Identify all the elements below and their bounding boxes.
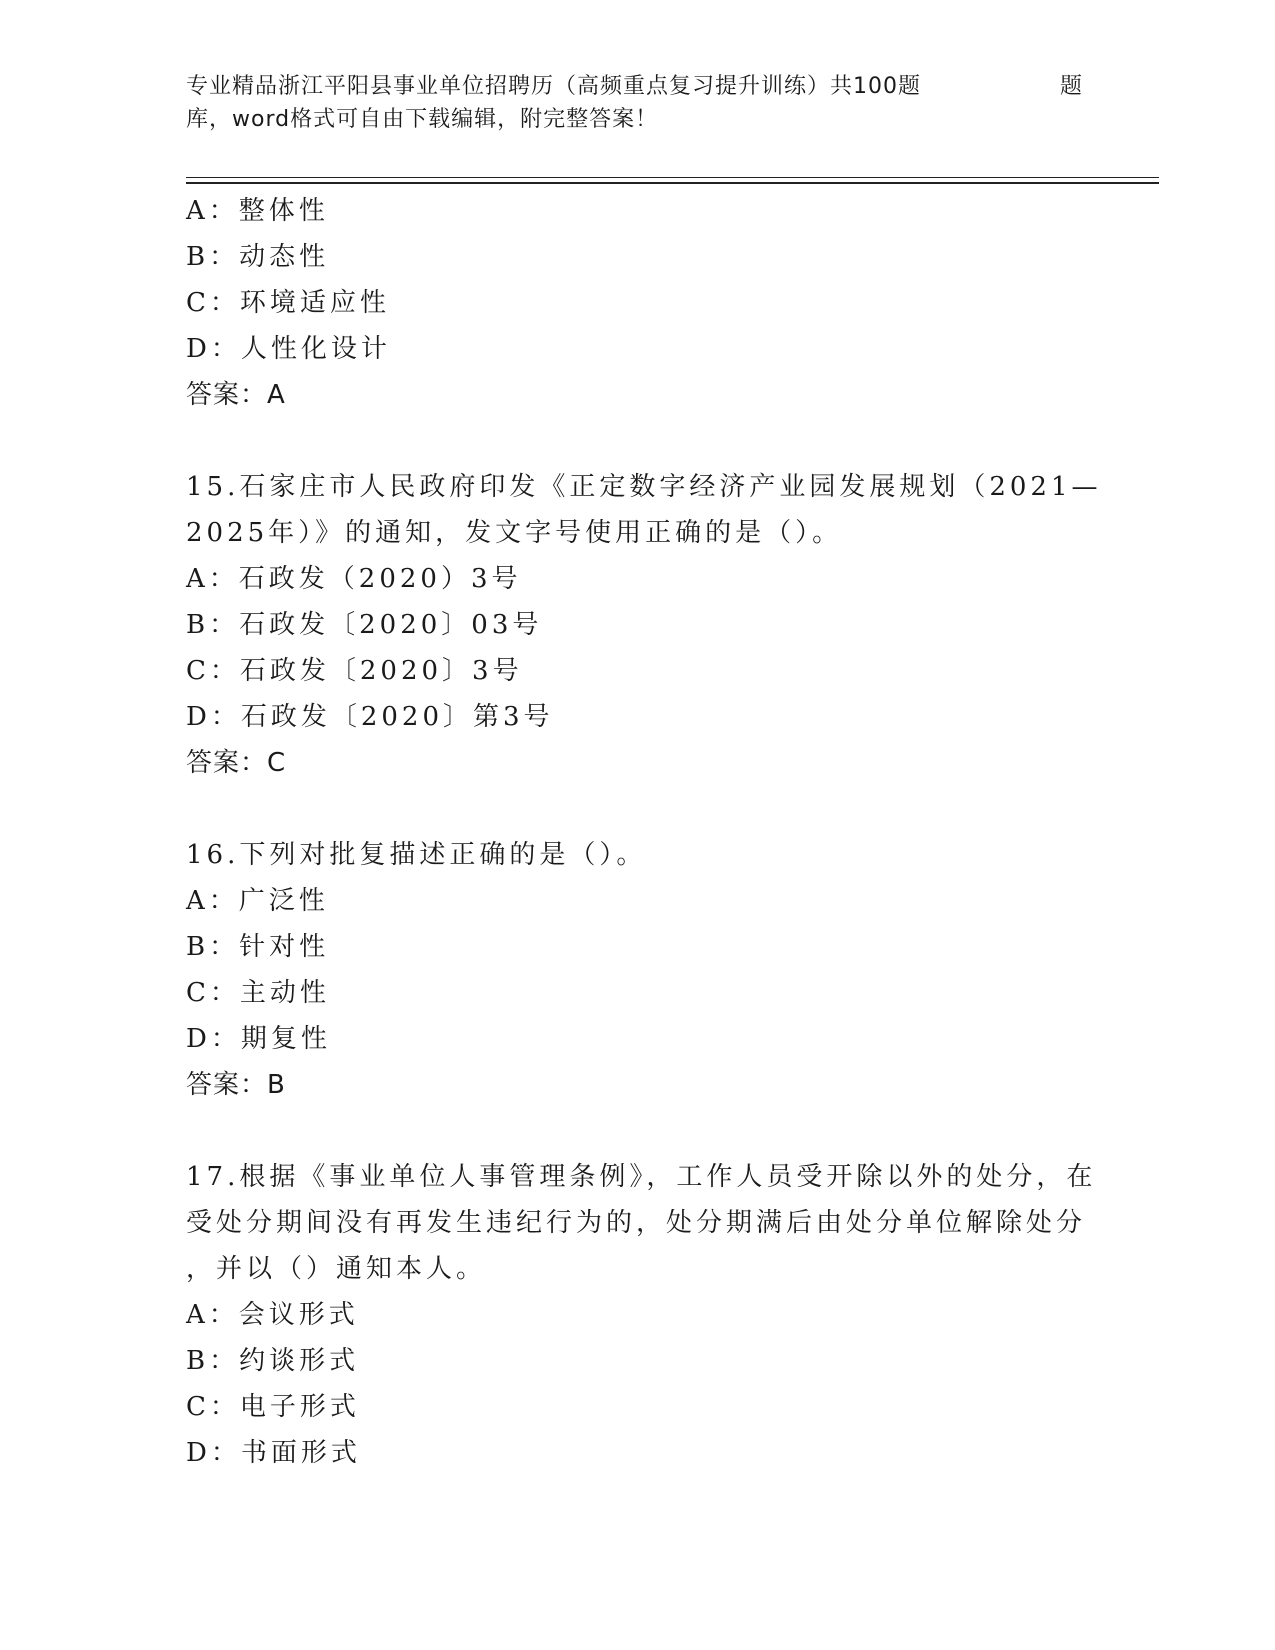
header-line-2: 库，word格式可自由下载编辑，附完整答案！ bbox=[186, 107, 659, 132]
question-14 bbox=[186, 188, 1086, 418]
option-c: C：石政发〔2020〕3号 bbox=[186, 656, 523, 686]
answer: 答案：A bbox=[186, 380, 286, 410]
question-stem-line: ，并以（）通知本人。 bbox=[186, 1254, 487, 1284]
option-d: D：人性化设计 bbox=[186, 334, 391, 364]
option-a: A：会议形式 bbox=[186, 1300, 359, 1330]
question-stem-line: 2025年）》的通知，发文字号使用正确的是（）。 bbox=[186, 518, 843, 548]
option-b: B：针对性 bbox=[186, 932, 330, 962]
question-15 bbox=[186, 464, 1102, 786]
option-b: B：动态性 bbox=[186, 242, 330, 272]
header-divider-thick bbox=[186, 182, 1159, 184]
option-c: C：环境适应性 bbox=[186, 288, 390, 318]
question-stem-line: 受处分期间没有再发生违纪行为的，处分期满后由处分单位解除处分 bbox=[186, 1208, 1087, 1238]
header-title-wrap: 题 bbox=[1060, 74, 1084, 99]
option-a: A：石政发（2020）3号 bbox=[186, 564, 522, 594]
option-d: D：期复性 bbox=[186, 1024, 331, 1054]
option-b: B：约谈形式 bbox=[186, 1346, 360, 1376]
option-c: C：主动性 bbox=[186, 978, 330, 1008]
answer: 答案：B bbox=[186, 1070, 286, 1100]
header-line-1 bbox=[186, 70, 1106, 103]
option-a: A：广泛性 bbox=[186, 886, 329, 916]
question-stem-line: 17.根据《事业单位人事管理条例》，工作人员受开除以外的处分，在 bbox=[186, 1162, 1097, 1192]
spacer bbox=[186, 786, 1086, 832]
spacer bbox=[186, 418, 1086, 464]
option-b: B：石政发〔2020〕03号 bbox=[186, 610, 543, 640]
question-17 bbox=[186, 1154, 1097, 1476]
option-a: A：整体性 bbox=[186, 196, 329, 226]
spacer bbox=[186, 1108, 1086, 1154]
question-16 bbox=[186, 832, 1086, 1108]
header-title-text: 专业精品浙江平阳县事业单位招聘历（高频重点复习提升训练）共100题 bbox=[186, 74, 921, 99]
option-c: C：电子形式 bbox=[186, 1392, 360, 1422]
question-content bbox=[186, 188, 1102, 1476]
document-header bbox=[186, 70, 1106, 136]
question-stem-line: 16.下列对批复描述正确的是（）。 bbox=[186, 840, 647, 870]
option-d: D：书面形式 bbox=[186, 1438, 361, 1468]
option-d: D：石政发〔2020〕第3号 bbox=[186, 702, 554, 732]
answer: 答案：C bbox=[186, 748, 287, 778]
question-stem-line: 15.石家庄市人民政府印发《正定数字经济产业园发展规划（2021— bbox=[186, 472, 1102, 502]
header-divider-thin bbox=[186, 177, 1159, 178]
